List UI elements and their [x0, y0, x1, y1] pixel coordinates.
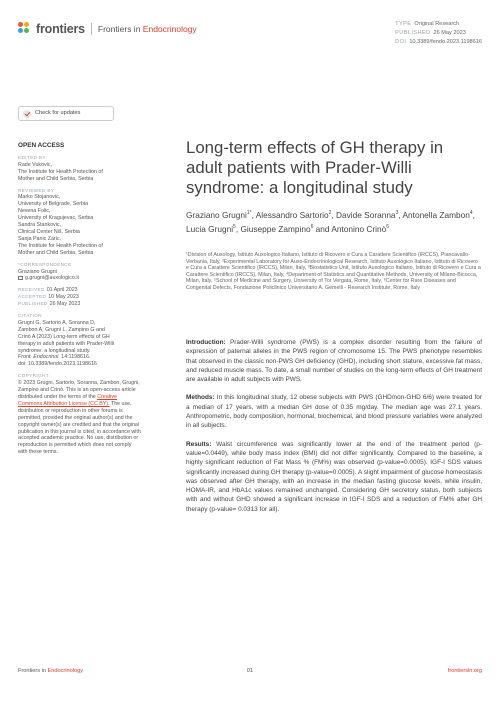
author[interactable]: Antonella Zambon$^4$ [402, 209, 473, 220]
article-dates: RECEIVED 01 April 2023 ACCEPTED 10 May 2023 PUBLISHED 26 May 2023 [18, 287, 81, 308]
license-link[interactable]: Creative Commons Attribution License (CC BY). [18, 394, 117, 407]
journal-logo[interactable] [18, 22, 197, 36]
email-icon [18, 276, 23, 280]
citation-doi[interactable]: doi: 10.3389/fendo.2023.1198616 [18, 361, 97, 368]
author[interactable]: Davide Soranna$^3$ [336, 209, 399, 220]
author-list: Graziano Grugni$^{1*}$, Alessandro Sartorio$^2$, Davide Soranna$^3$, Antonella Zambon$^4$, Lucia Grugni$^5$, Giuseppe Zampino$^6$ and Antonino Crinò$^6$ [186, 209, 475, 234]
frontiers-logo-icon [18, 22, 32, 36]
check-for-updates-button[interactable]: Check for updates [18, 106, 114, 121]
page-footer [18, 668, 482, 680]
reviewed-by: REVIEWED BY Marko Stojanovic, University of Belgrade, Serbia Nevena Folic, University of Kragujevac, Serbia Sandra Stankovic, Clinical Center Niš, Serbia Sanja Panic Zaric, The Institute for Health Protection of Mother and Child Serbia, Serbia [18, 187, 103, 256]
article-sidebar [18, 106, 142, 461]
author[interactable]: Giuseppe Zampino$^6$ [240, 223, 314, 234]
edited-by: EDITED BY Rade Vukovic, The Institute for Health Protection of Mother and Child Serbia, Serbia [18, 154, 103, 182]
article-meta: TYPE Original Research PUBLISHED 26 May 2023 DOI 10.3389/fendo.2023.1198616 [395, 21, 482, 46]
article-title: Long-term effects of GH therapy in adult patients with Prader-Willi syndrome: a longitudinal study [186, 138, 444, 197]
page-header [18, 20, 482, 60]
abstract-results: Results: Waist circumference was significantly lower at the end of the treatment period (p-value=0.0449), while body mass index (BMI) did not differ significantly. Compared to the baseline, a highly significant reduction of Fat Mass % (FM%) was observed (p-value=0.0005). IGF-I SDS values significantly increased during GH therapy (p-value=0.0005). A slight impairment of glucose homeostasis was observed after GH therapy, with an increase in the median fasting glucose levels, while insulin, HOMA-IR, and HbA1c values remained unchanged. Considering GH secretory status, both subjects with and without GHD showed a significant increase in IGF-I SDS and a reduction of FM% after GH therapy (p-value= 0.0313 for all). [186, 440, 482, 513]
footer-site-link[interactable]: frontiersin.org [447, 668, 482, 674]
brand-name: frontiers [36, 22, 85, 36]
author[interactable]: and Antonino Crinò$^6$ [315, 223, 390, 234]
author[interactable]: Lucia Grugni$^5$ [186, 223, 236, 234]
doi[interactable]: 10.3389/fendo.2023.1198616 [409, 39, 482, 46]
article-type: Original Research [414, 21, 460, 27]
author[interactable]: Graziano Grugni$^{1*}$ [186, 209, 252, 220]
affiliations: ¹Division of Auxology, Istituto Auxologico Italiano, Istituto di Ricovero e Cura a Carattere Scientifico (IRCCS), Piancavallo-Verbania, Italy, ²Experimental Laboratory for Auxo-Endocrinological Research, Istituto Auxologico Italiano, Istituto di Ricovero e Cura a Carattere Scientifico (IRCCS), Milan, Italy, ³Biostatistics Unit, Istituto Auxologico Italiano, Istituto di Ricovero e Cura a Carattere Scientifico (IRCCS), Milan, Italy, ⁴Department of Statistics and Quantitative Methods, University of Milano-Bicocca, Milan, Italy, ⁵School of Medicine and Surgery, University of Tor Vergata, Rome, Italy, ⁶Center for Rare Diseases and Congenital Defects, Fondazione Policlinico Universitario A. Gemelli - Research Institute, Rome, Italy [186, 252, 481, 291]
abstract-introduction: Introduction: Prader-Willi syndrome (PWS) is a complex disorder resulting from the failure of expression of paternal alleles in the PWS region of chromosome 15. The PWS phenotype resembles that observed in the classic non-PWS GH deficiency (GHD), including short stature, excessive fat mass, and reduced muscle mass. To date, a small number of studies on the long-term effects of GH treatment are available in adult subjects with PWS. [186, 339, 482, 384]
open-access-label: OPEN ACCESS [18, 142, 65, 149]
page-number: 01 [246, 668, 254, 674]
author[interactable]: Alessandro Sartorio$^2$ [255, 209, 332, 220]
abstract-methods: Methods: In this longitudinal study, 12 obese subjects with PWS (GHD/non-GHD 6/6) were treated for a median of 17 years, with a median GH dose of 0.35 mg/day. The median age was 27.1 years. Anthropometric, body composition, hormonal, biochemical, and blood pressure variables were analyzed in all subjects. [186, 394, 482, 430]
journal-name: Frontiers in Endocrinology [97, 24, 197, 34]
copyright: COPYRIGHT © 2023 Grugni, Sartorio, Soranna, Zambon, Grugni, Zampino and Crinò. This is an open-access article distributed under the terms of the Creative Commons Attribution License (CC BY). The use, distribution or reproduction in other forums is permitted, provided the original author(s) and the copyright owner(s) are credited and that the original publication in this journal is cited, in accordance with accepted academic practice. No use, distribution or reproduction is permitted which does not comply with these terms. [18, 373, 141, 456]
correspondence: *CORRESPONDENCE Graziano Grugni g.grugni@auxologico.it [18, 261, 79, 282]
correspondence-email[interactable]: g.grugni@auxologico.it [25, 275, 79, 282]
footer-journal: Frontiers in Endocrinology [18, 668, 83, 674]
published-date: 26 May 2023 [433, 30, 466, 37]
checkmark-icon [23, 110, 31, 118]
divider [91, 23, 92, 35]
abstract [186, 338, 482, 523]
citation: CITATION Grugni G, Sartorio A, Soranna D, Zambon A, Grugni L, Zampino G and Crinò A (2023) Long-term effects of GH therapy in adult patients with Prader-Willi syndrome: a longitudinal study. Front. Endocrinol. 14:1198616. doi: 10.3389/fendo.2023.1198616 [18, 313, 142, 368]
